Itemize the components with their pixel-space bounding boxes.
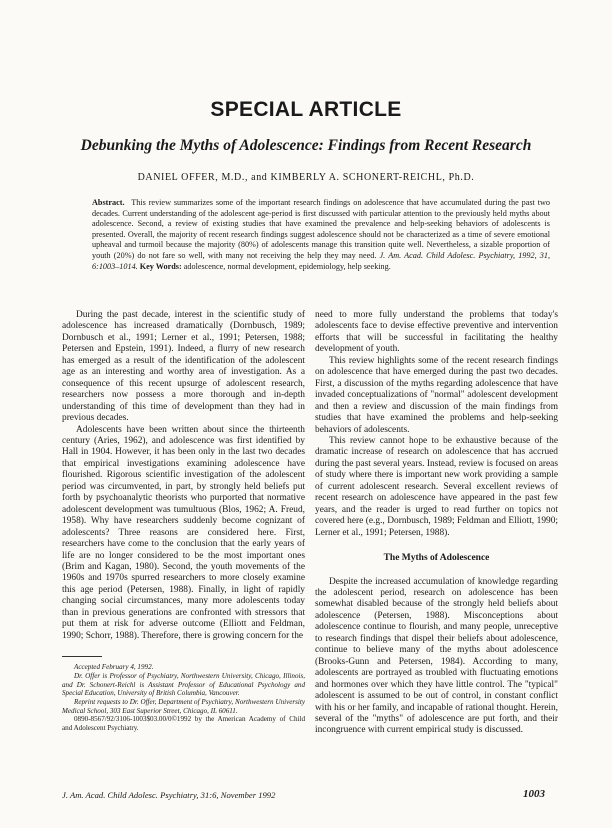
journal-footer: J. Am. Acad. Child Adolesc. Psychiatry, 31:6, November 1992 — [62, 790, 276, 800]
footnote-copyright: 0890-8567/92/3106-1003$03.00/0©1992 by the American Academy of Child and Adolescent Psychiatry. — [62, 715, 305, 733]
article-title: Debunking the Myths of Adolescence: Findings from Recent Research — [80, 137, 532, 154]
body-paragraph: need to more fully understand the problems that today's adolescents face to devise effective preventive and intervention efforts that will be successful in facilitating the healthy development of youth. — [315, 310, 558, 355]
body-paragraph: Adolescents have been written about since the thirteenth century (Aries, 1962), and adolescence was first identified by Hall in 1904. However, it has been only in the last two decades that empirical investigations examining adolescence have flourished. Rigorous scientific investigation of the adolescent period was circumvented, in part, by strongly held beliefs put forth by psychoanalytic theorists who purported that normative adolescent development was tumultuous (Blos, 1962; A. Freud, 1958). Why have researchers suddenly become cognizant of adolescents? Three reasons are considered here. First, researchers have come to the conclusion that the early years of life are no longer considered to be the most important ones (Brim and Kagan, 1980). Second, the youth movements of the 1960s and 1970s spurred researchers to more closely examine this age period (Petersen, 1988). Finally, in light of rapidly changing social circumstances, many more adolescents today than in previous generations are confronted with stressors that put them at risk for adverse outcome (Elliott and Feldman, 1990; Schorr, 1988). Therefore, there is growing concern for the — [62, 424, 305, 641]
abstract-lead: Abstract. — [92, 198, 125, 207]
right-column — [315, 310, 558, 737]
section-heading: The Myths of Adolescence — [383, 553, 490, 564]
body-paragraph: This review cannot hope to be exhaustive because of the dramatic increase of research on adolescence that has accrued during the past several years. Instead, review is focused on areas of study where there is important new work providing a sample of current adolescent research. Several excellent reviews of recent research on adolescence have appeared in the past few years, and the reader is urged to read further on topics not covered here (e.g., Dornbusch, 1989; Feldman and Elliott, 1990; Lerner et al., 1991; Petersen, 1988). — [315, 435, 558, 538]
abstract-block — [92, 198, 550, 272]
footnote-accepted: Accepted February 4, 1992. — [74, 663, 154, 672]
left-column — [62, 310, 305, 733]
keywords-label: Key Words: — [139, 261, 182, 271]
section-label: SPECIAL ARTICLE — [210, 98, 402, 121]
page-number: 1003 — [523, 788, 545, 800]
footnotes — [62, 663, 305, 733]
body-paragraph: This review highlights some of the recent research findings on adolescence that have emerged during the past two decades. First, a discussion of the myths regarding adolescence that have invaded conceptualizations of "normal" adolescent development and then a review and discussion of the main findings from studies that have examined the problems and help-seeking behaviors of adolescents. — [315, 355, 558, 435]
abstract-citation: J. Am. Acad. Child Adolesc. Psychiatry, 1992, 31, 6:1003–1014. — [92, 250, 550, 271]
keywords-text: adolescence, normal development, epidemiology, help seeking. — [183, 261, 391, 271]
body-paragraph: Despite the increased accumulation of knowledge regarding the adolescent period, research on adolescence has been somewhat disabled because of the strongly held beliefs about adolescence (Petersen, 1988). Misconceptions about adolescence continue to flourish, and many people, unreceptive to research findings that dispel their beliefs about adolescence, continue to believe many of the myths about adolescence (Brooks-Gunn and Petersen, 1984). According to many, adolescents are portrayed as troubled with fluctuating emotions and hormones over which they have little control. The "typical" adolescent is assumed to be out of control, in constant conflict with his or her family, and incapable of rational thought. Herein, several of the "myths" of adolescence are put forth, and their incongruence with current empirical study is discussed. — [315, 576, 558, 736]
body-paragraph: During the past decade, interest in the scientific study of adolescence has increased dramatically (Dornbusch, 1989; Dornbusch et al., 1991; Lerner et al., 1991; Petersen, 1988; Petersen and Epstein, 1991). Indeed, a flurry of new research has emerged as a result of the identification of the adolescent age as an interesting and worthy area of investigation. As a consequence of this recent upsurge of adolescent research, researchers now possess a more thorough and in-depth understanding of this time of development than they had in previous decades. — [62, 310, 305, 424]
footnote-rule — [62, 656, 102, 657]
author-line: DANIEL OFFER, M.D., and KIMBERLY A. SCHONERT-REICHL, Ph.D. — [137, 172, 475, 183]
footnote-affiliation: Dr. Offer is Professor of Psychiatry, Northwestern University, Chicago, Illinois, and Dr. Schonert-Reichl is Assistant Professor of Educational Psychology and Special Education, University of British Columbia, Vancouver. — [62, 671, 305, 698]
footnote-reprints: Reprint requests to Dr. Offer, Department of Psychiatry, Northwestern University Medical School, 303 East Superior Street, Chicago, IL 60611. — [62, 697, 305, 715]
abstract-text: This review summarizes some of the important research findings on adolescence that have accumulated during the past two decades. Current understanding of the adolescent age-period is first discussed with particular attention to the previously held myths about adolescence. Second, a review of existing studies that have examined the prevalence and help-seeking behaviors of adolescents is presented. Overall, the majority of recent research findings suggest adolescence should not be characterized as a time of severe emotional upheaval and turmoil because the majority (80%) of adolescents manage this transition quite well. Nevertheless, a sizable proportion of youth (20%) do not fare so well, with many not receiving the help they may need. — [92, 198, 551, 260]
